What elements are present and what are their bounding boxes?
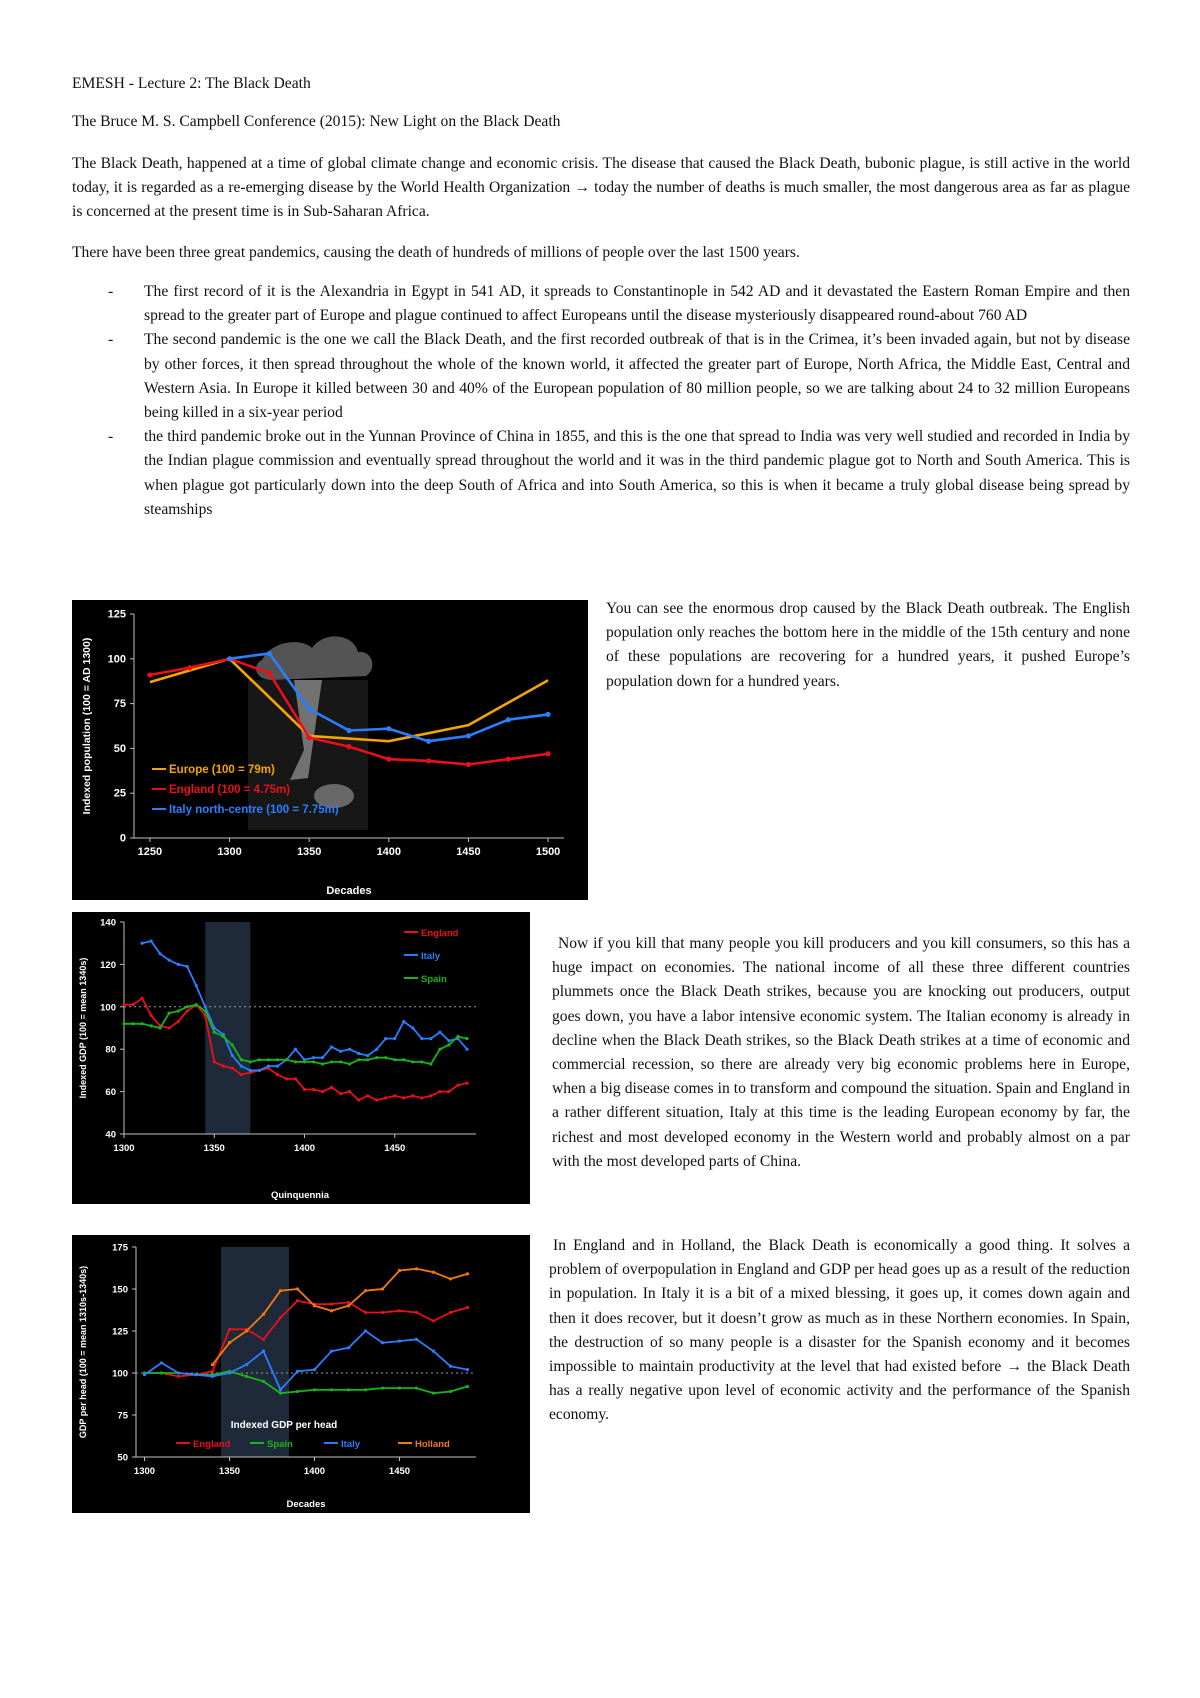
data-point (381, 1341, 384, 1344)
data-point (276, 1065, 279, 1068)
data-point (465, 1048, 468, 1051)
data-point (466, 1368, 469, 1371)
data-point (186, 965, 189, 968)
population-commentary: You can see the enormous drop caused by the Black Death outbreak. The English population only reaches the bottom here in the middle of the 15th century and none of these populations are recovering for a hundred years, it pushed Europe’s population down for a hundred years. (606, 600, 1130, 690)
data-point (262, 1350, 265, 1353)
data-point (398, 1309, 401, 1312)
y-tick-label: 100 (112, 1368, 128, 1380)
data-point (228, 1371, 231, 1374)
data-point (211, 1370, 214, 1373)
y-tick-label: 0 (119, 832, 126, 845)
x-tick-label: 1300 (113, 1143, 135, 1154)
data-point (303, 1060, 306, 1063)
y-tick-label: 125 (107, 608, 126, 621)
data-point (339, 1092, 342, 1095)
data-point (438, 1048, 441, 1051)
data-point (415, 1338, 418, 1341)
data-point (429, 1062, 432, 1065)
data-point (447, 1039, 450, 1042)
data-point (168, 1012, 171, 1015)
data-point (267, 671, 272, 676)
data-point (348, 1090, 351, 1093)
data-point (420, 1060, 423, 1063)
data-point (307, 735, 312, 740)
legend-label: Spain (267, 1439, 293, 1450)
data-point (449, 1365, 452, 1368)
data-point (228, 1328, 231, 1331)
data-point (177, 1009, 180, 1012)
data-point (384, 1037, 387, 1040)
y-tick-label: 50 (117, 1452, 128, 1464)
data-point (449, 1390, 452, 1393)
data-point (177, 963, 180, 966)
data-point (506, 717, 511, 722)
data-point (465, 1082, 468, 1085)
data-point (506, 757, 511, 762)
data-point (366, 1058, 369, 1061)
data-point (276, 1058, 279, 1061)
data-point (147, 672, 152, 677)
y-tick-label: 150 (112, 1284, 128, 1296)
data-point (466, 762, 471, 767)
data-point (375, 1056, 378, 1059)
data-point (140, 997, 143, 1000)
data-point (131, 1003, 134, 1006)
data-point (393, 1058, 396, 1061)
legend-label: Italy (421, 951, 441, 962)
y-tick-label: 25 (113, 787, 126, 800)
series-line-spain (124, 1005, 467, 1064)
x-tick-label: 1350 (218, 1466, 241, 1477)
data-point (211, 1375, 214, 1378)
data-point (449, 1311, 452, 1314)
data-point (415, 1311, 418, 1314)
data-point (456, 1084, 459, 1087)
data-point (438, 1090, 441, 1093)
pandemics-paragraph: There have been three great pandemics, causing the death of hundreds of millions of people over the last 1500 years. (72, 244, 800, 261)
data-point (149, 1014, 152, 1017)
data-point (330, 1388, 333, 1391)
legend-label: Europe (100 = 79m) (169, 764, 275, 776)
data-point (231, 1043, 234, 1046)
data-point (384, 1056, 387, 1059)
data-point (267, 1058, 270, 1061)
gdp-per-head-chart-svg (72, 1235, 530, 1513)
gdp-per-head-chart (72, 1235, 530, 1513)
intro-paragraph: The Black Death, happened at a time of global climate change and economic crisis. The disease that caused the Black Death, bubonic plague, is still active in the world today, it is regarded as a re-emerging disease by the World Health Organization → today the number of deaths is much smaller, the most dangerous area as far as plague is concerned at the present time is in Sub-Saharan Africa. (72, 155, 1130, 221)
data-point (411, 1094, 414, 1097)
data-point (545, 751, 550, 756)
data-point (347, 1304, 350, 1307)
data-point (195, 1003, 198, 1006)
data-point (330, 1060, 333, 1063)
data-point (364, 1289, 367, 1292)
data-point (438, 1031, 441, 1034)
data-point (177, 1371, 180, 1374)
data-point (195, 984, 198, 987)
data-point (357, 1098, 360, 1101)
list-item-text: The first record of it is the Alexandria in Egypt in 541 AD, it spreads to Constantinople in 542 AD and it devastated the Eastern Roman Empire and then spread to the greater part of Europe and plague continued to affect Europeans until the disease mysteriously disappeared round-about 760 AD (144, 283, 1130, 325)
y-tick-label: 175 (112, 1242, 128, 1254)
bullet-dash: - (108, 428, 114, 446)
data-point (240, 1073, 243, 1076)
data-point (346, 728, 351, 733)
gdp-commentary: Now if you kill that many people you kill producers and you kill consumers, so this has a huge impact on economies. The national income of all these three different countries plummets once the Black Death strikes, because you are knocking out producers, output goes down, you have a labor intensive economic system. The Italian economy is already in decline when the Black Death strikes, so the Black Death strikes at a time of economic and commercial recession, so there are already very big economic problems here in Europe, when a big disease comes in to transform and compound the situation. Spain and England in a rather different situation, Italy at this time is the leading European economy by far, the richest and most developed economy in the Western world and probably almost on a par with the most developed parts of China. (552, 935, 1130, 1170)
x-tick-label: 1300 (217, 846, 242, 858)
y-axis-label: Indexed GDP (100 = mean 1340s) (78, 957, 88, 1099)
data-point (432, 1350, 435, 1353)
data-point (296, 1390, 299, 1393)
data-point (330, 1303, 333, 1306)
data-point (245, 1375, 248, 1378)
data-point (149, 1024, 152, 1027)
data-point (466, 733, 471, 738)
data-point (194, 1373, 197, 1376)
data-point (449, 1277, 452, 1280)
list-item (72, 425, 1130, 522)
data-point (240, 1058, 243, 1061)
data-point (339, 1050, 342, 1053)
population-chart (72, 600, 588, 900)
data-point (204, 1005, 207, 1008)
y-tick-label: 80 (105, 1044, 116, 1056)
legend-label: England (100 = 4.75m) (169, 784, 291, 796)
data-point (262, 1338, 265, 1341)
x-tick-label: 1350 (203, 1143, 225, 1154)
population-chart-svg (72, 600, 588, 900)
x-axis-label: Decades (326, 885, 372, 897)
data-point (143, 1373, 146, 1376)
pandemic-list (72, 280, 1130, 522)
data-point (545, 712, 550, 717)
data-point (357, 1052, 360, 1055)
data-point (303, 1088, 306, 1091)
data-point (456, 1035, 459, 1038)
conference-subheading: The Bruce M. S. Campbell Conference (2015): New Light on the Black Death (72, 113, 561, 130)
data-point (258, 1058, 261, 1061)
series-line-italy (145, 1331, 468, 1390)
data-point (296, 1287, 299, 1290)
data-point (386, 726, 391, 731)
list-item (72, 328, 1130, 425)
data-point (231, 1067, 234, 1070)
x-tick-label: 1400 (303, 1466, 326, 1477)
data-point (249, 1060, 252, 1063)
y-tick-label: 60 (105, 1087, 116, 1099)
data-point (465, 1037, 468, 1040)
data-point (267, 1065, 270, 1068)
data-point (346, 744, 351, 749)
data-point (296, 1299, 299, 1302)
data-point (312, 1056, 315, 1059)
data-point (228, 1341, 231, 1344)
data-point (398, 1269, 401, 1272)
data-point (267, 651, 272, 656)
data-point (245, 1363, 248, 1366)
data-point (285, 1077, 288, 1080)
bullet-dash: - (108, 331, 114, 349)
x-tick-label: 1450 (384, 1143, 406, 1154)
data-point (466, 1306, 469, 1309)
data-point (384, 1096, 387, 1099)
chart-title: Indexed GDP per head (230, 1420, 338, 1431)
data-point (411, 1060, 414, 1063)
data-point (426, 758, 431, 763)
data-point (415, 1267, 418, 1270)
data-point (415, 1387, 418, 1390)
data-point (402, 1020, 405, 1023)
data-point (420, 1096, 423, 1099)
y-tick-label: 120 (100, 959, 116, 971)
data-point (245, 1329, 248, 1332)
data-point (321, 1056, 324, 1059)
list-item-text: the third pandemic broke out in the Yunnan Province of China in 1855, and this is the one that spread to India was very well studied and recorded in India by the Indian plague commission and eventually spread throughout the world and it was in the third pandemic plague got to North and South America. This is when plague got particularly down into the deep South of Africa and into South America, so this is when it became a truly global disease being spread by steamships (144, 428, 1130, 518)
x-tick-label: 1450 (456, 846, 481, 858)
data-point (312, 1088, 315, 1091)
data-point (222, 1065, 225, 1068)
data-point (204, 1009, 207, 1012)
gdp-per-head-commentary: In England and in Holland, the Black Death is economically a good thing. It solves a problem of overpopulation in England and GDP per head goes up as a result of the reduction in population. In Italy it is a bit of a mixed blessing, it goes up, it comes down again and then it does recover, but it doesn’t grow as much as in these Northern economies. In Spain, the destruction of so many people is a disaster for the Spanish economy and it becomes impossible to maintain productivity at the level that had existed before → the Black Death has a really negative upon level of economic activity and the performance of the Spanish economy. (549, 1237, 1130, 1424)
data-point (313, 1388, 316, 1391)
data-point (159, 952, 162, 955)
legend-label: Italy (341, 1439, 361, 1450)
data-point (258, 1069, 261, 1072)
x-tick-label: 1450 (388, 1466, 411, 1477)
data-point (364, 1388, 367, 1391)
data-point (294, 1048, 297, 1051)
data-point (227, 656, 232, 661)
lecture-heading: EMESH - Lecture 2: The Black Death (72, 75, 311, 92)
series-line-england (145, 1301, 468, 1377)
y-tick-label: 50 (113, 742, 126, 755)
data-point (366, 1054, 369, 1057)
data-point (381, 1311, 384, 1314)
data-point (279, 1316, 282, 1319)
data-point (279, 1392, 282, 1395)
data-point (159, 1026, 162, 1029)
data-point (294, 1077, 297, 1080)
data-point (321, 1062, 324, 1065)
x-tick-label: 1400 (376, 846, 402, 858)
data-point (213, 1060, 216, 1063)
data-point (186, 1005, 189, 1008)
data-point (347, 1301, 350, 1304)
data-point (149, 939, 152, 942)
data-point (447, 1090, 450, 1093)
data-point (402, 1058, 405, 1061)
y-tick-label: 40 (105, 1129, 116, 1141)
data-point (466, 1272, 469, 1275)
legend-label: Italy north-centre (100 = 7.75m) (169, 804, 339, 816)
data-point (312, 1060, 315, 1063)
data-point (177, 1020, 180, 1023)
y-axis-label: Indexed population (100 = AD 1300) (81, 637, 93, 815)
data-point (357, 1058, 360, 1061)
data-point (222, 1035, 225, 1038)
data-point (411, 1026, 414, 1029)
data-point (402, 1096, 405, 1099)
data-point (168, 959, 171, 962)
data-point (122, 1022, 125, 1025)
data-point (294, 1060, 297, 1063)
legend-label: Holland (415, 1439, 450, 1450)
data-point (432, 1319, 435, 1322)
data-point (364, 1329, 367, 1332)
data-point (177, 1375, 180, 1378)
data-point (140, 1022, 143, 1025)
data-point (262, 1313, 265, 1316)
data-point (240, 1065, 243, 1068)
data-point (160, 1371, 163, 1374)
data-point (330, 1309, 333, 1312)
data-point (375, 1048, 378, 1051)
data-point (420, 1037, 423, 1040)
legend-label: England (421, 928, 459, 939)
data-point (313, 1304, 316, 1307)
list-item (72, 280, 1130, 328)
data-point (296, 1370, 299, 1373)
data-point (307, 706, 312, 711)
data-point (366, 1094, 369, 1097)
legend-label: England (193, 1439, 231, 1450)
data-point (122, 1003, 125, 1006)
data-point (285, 1058, 288, 1061)
y-tick-label: 75 (113, 698, 126, 711)
plague-illustration-icon (248, 636, 372, 830)
data-point (339, 1060, 342, 1063)
x-tick-label: 1300 (133, 1466, 156, 1477)
data-point (231, 1054, 234, 1057)
x-tick-label: 1250 (137, 846, 163, 858)
data-point (426, 739, 431, 744)
data-point (186, 1009, 189, 1012)
data-point (429, 1037, 432, 1040)
y-tick-label: 100 (100, 1002, 116, 1014)
data-point (398, 1387, 401, 1390)
data-point (432, 1271, 435, 1274)
data-point (398, 1339, 401, 1342)
data-point (211, 1363, 214, 1366)
data-point (276, 1073, 279, 1076)
data-point (432, 1392, 435, 1395)
data-point (168, 1026, 171, 1029)
gdp-chart-svg (72, 912, 530, 1204)
data-point (313, 1368, 316, 1371)
data-point (279, 1289, 282, 1292)
data-point (348, 1062, 351, 1065)
x-axis-label: Quinquennia (270, 1190, 330, 1201)
data-point (375, 1098, 378, 1101)
data-point (330, 1350, 333, 1353)
data-point (393, 1037, 396, 1040)
data-point (347, 1388, 350, 1391)
data-point (330, 1086, 333, 1089)
data-point (279, 1388, 282, 1391)
bullet-dash: - (108, 283, 114, 300)
data-point (140, 942, 143, 945)
x-tick-label: 1500 (535, 846, 561, 858)
x-tick-label: 1350 (296, 846, 322, 858)
data-point (447, 1043, 450, 1046)
y-tick-label: 75 (117, 1410, 128, 1422)
data-point (364, 1311, 367, 1314)
data-point (429, 1094, 432, 1097)
x-tick-label: 1400 (293, 1143, 316, 1154)
data-point (330, 1045, 333, 1048)
data-point (466, 1385, 469, 1388)
legend-label: Spain (421, 974, 447, 985)
data-point (321, 1090, 324, 1093)
x-axis-label: Decades (286, 1499, 326, 1510)
y-tick-label: 140 (100, 917, 116, 929)
data-point (249, 1069, 252, 1072)
y-tick-label: 100 (107, 653, 126, 666)
data-point (131, 1022, 134, 1025)
data-point (160, 1361, 163, 1364)
data-point (393, 1094, 396, 1097)
data-point (187, 665, 192, 670)
data-point (348, 1048, 351, 1051)
list-item-text: The second pandemic is the one we call the Black Death, and the first recorded outbreak of that is in the Crimea, it’s been invaded again, but not by disease by other forces, it then spread throughout the whole of the known world, it affected the greater part of Europe, North Africa, the Middle East, Central and Western Asia. In Europe it killed between 30 and 40% of the European population of 80 million people, so we are talking about 24 to 32 million Europeans being killed in a six-year period (144, 331, 1130, 422)
y-axis-label: GDP per head (100 = mean 1310s-1340s) (78, 1265, 88, 1439)
gdp-chart (72, 912, 530, 1204)
data-point (213, 1031, 216, 1034)
data-point (262, 1380, 265, 1383)
data-point (347, 1346, 350, 1349)
y-tick-label: 125 (112, 1326, 128, 1338)
data-point (386, 757, 391, 762)
data-point (381, 1387, 384, 1390)
data-point (381, 1287, 384, 1290)
